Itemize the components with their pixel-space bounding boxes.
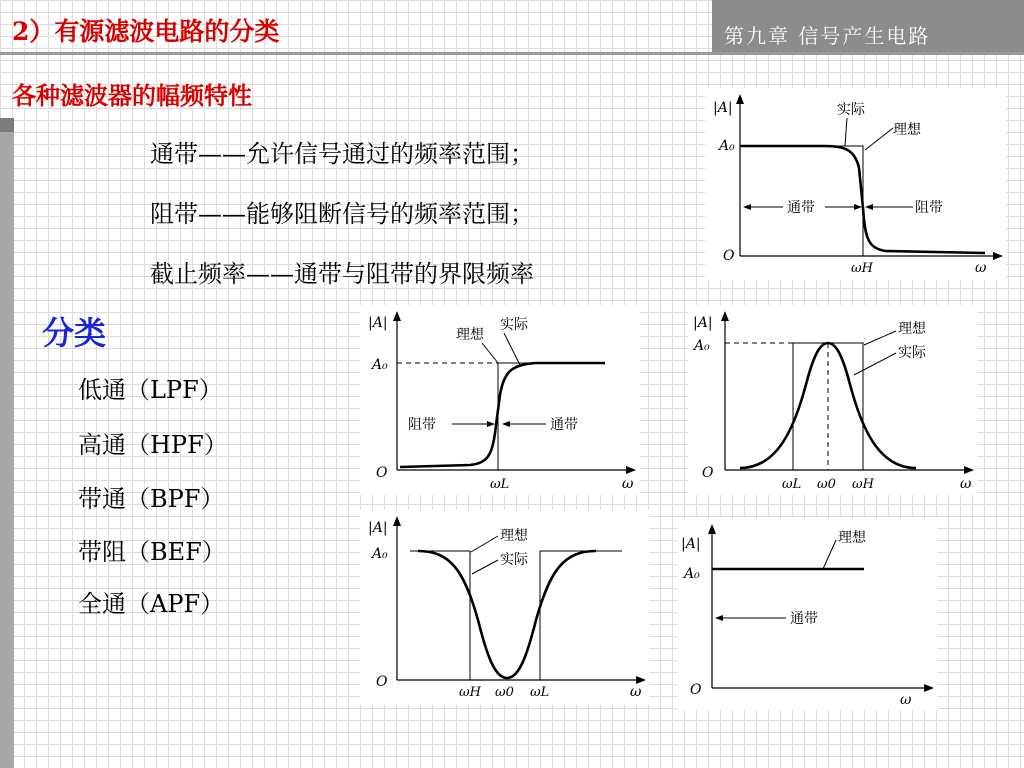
x-axis-label: ω [630,684,642,700]
origin-label: O [723,248,735,264]
origin-label: O [376,674,388,690]
diagram-allpass [678,518,938,710]
a0-label: A₀ [372,357,388,373]
diagram-bandpass [688,305,978,495]
origin-label: O [702,465,714,481]
origin-label: O [690,682,702,698]
tick-omega-l: ωL [530,685,550,700]
actual-label: 实际 [500,317,528,333]
actual-label: 实际 [898,345,926,361]
a0-label: A₀ [694,338,710,354]
ideal-label: 理想 [898,321,926,337]
tick-omega-l: ωL [782,477,802,492]
passband-label: 通带 [550,417,578,433]
ideal-label: 理想 [456,327,484,343]
x-axis-label: ω [975,260,987,276]
passband-label: 通带 [787,200,815,216]
chapter-label: 第九章 信号产生电路 [724,24,931,48]
class-item-bef: 带阻（BEF） [78,538,226,566]
definition-stopband: 阻带——能够阻断信号的频率范围； [150,200,534,228]
definition-cutoff: 截止频率——通带与阻带的界限频率 [150,260,534,288]
stopband-label: 阻带 [915,200,943,216]
header-divider [0,52,1024,55]
classification-heading: 分类 [42,314,107,352]
a0-label: A₀ [684,566,700,582]
y-axis-label: |A| [368,520,388,536]
left-decor-strip [0,118,14,768]
y-axis-label: |A| [681,536,701,552]
x-axis-label: ω [900,692,912,708]
diagram-bandstop [360,510,650,705]
class-item-hpf: 高通（HPF） [78,431,228,459]
left-decor-cap [0,118,14,132]
slide-subtitle: 各种滤波器的幅频特性 [12,81,252,110]
cutoff-tick-label: ωL [490,477,510,492]
ideal-label: 理想 [893,122,921,138]
class-item-lpf: 低通（LPF） [78,376,223,404]
tick-omega-0: ω0 [817,477,836,492]
y-axis-label: |A| [368,315,388,331]
diagram-lowpass [705,88,1005,280]
a0-label: A₀ [719,138,735,154]
tick-omega-0: ω0 [495,685,514,700]
tick-omega-h: ωH [459,685,481,700]
y-axis-label: |A| [693,315,713,331]
x-axis-label: ω [622,476,634,492]
stopband-label: 阻带 [408,417,436,433]
actual-label: 实际 [837,102,865,118]
definition-passband: 通带——允许信号通过的频率范围； [150,140,534,168]
ideal-response [410,551,622,680]
a0-label: A₀ [372,546,388,562]
ideal-label: 理想 [838,530,866,546]
cutoff-tick-label: ωH [851,261,873,276]
ideal-label: 理想 [500,528,528,544]
tick-omega-h: ωH [852,477,874,492]
slide-title: 2）有源滤波电路的分类 [12,17,280,46]
class-item-apf: 全通（APF） [78,590,225,618]
actual-label: 实际 [500,552,528,568]
origin-label: O [376,465,388,481]
x-axis-label: ω [960,476,972,492]
actual-response [400,363,605,467]
actual-response [418,551,596,678]
class-item-bpf: 带通（BPF） [78,485,225,513]
diagram-highpass [360,305,640,495]
y-axis-label: |A| [713,100,733,116]
passband-label: 通带 [790,611,818,627]
